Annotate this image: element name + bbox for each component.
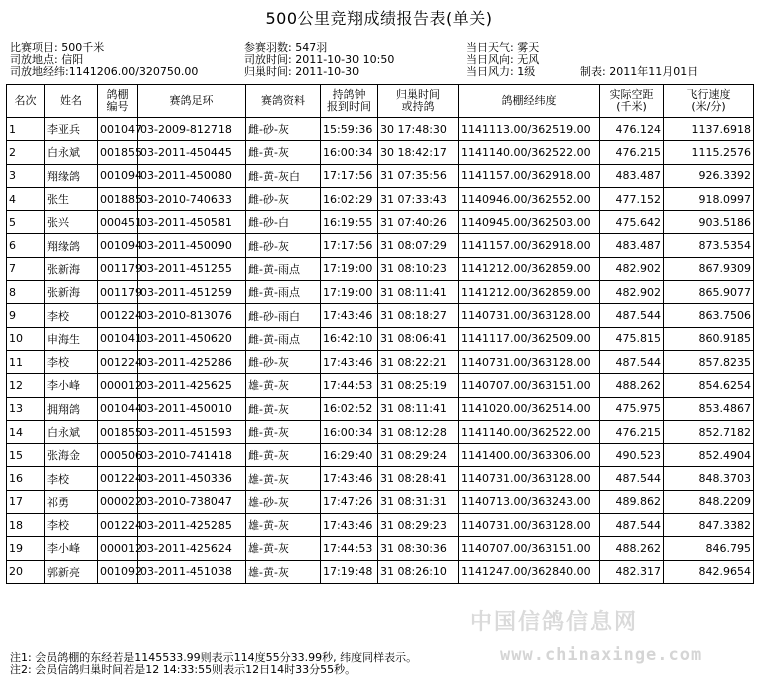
header-info: 赛鸽资料 [246, 85, 321, 118]
cell-rank: 1 [7, 118, 45, 141]
cell-loft: 001224 [98, 467, 138, 490]
cell-speed: 873.5354 [664, 234, 754, 257]
cell-clock: 16:19:55 [321, 211, 378, 234]
cell-coords: 1141117.00/362509.00 [459, 327, 600, 350]
cell-ring: 03-2010-813076 [138, 304, 246, 327]
cell-speed: 854.6254 [664, 374, 754, 397]
cell-ring: 03-2011-425624 [138, 537, 246, 560]
cell-name: 拥翔鸽 [45, 397, 98, 420]
table-row [7, 490, 754, 513]
cell-clock: 16:02:29 [321, 187, 378, 210]
cell-ring: 03-2011-450581 [138, 211, 246, 234]
cell-name: 李校 [45, 304, 98, 327]
cell-name: 张兴 [45, 211, 98, 234]
meta-wind-force: 当日风力: 1级 [466, 65, 536, 78]
cell-loft: 001094 [98, 234, 138, 257]
cell-distance: 477.152 [600, 187, 664, 210]
cell-coords: 1140731.00/363128.00 [459, 514, 600, 537]
cell-clock: 17:19:00 [321, 281, 378, 304]
cell-arrival: 31 08:18:27 [378, 304, 459, 327]
cell-ring: 03-2011-450620 [138, 327, 246, 350]
cell-loft: 001179 [98, 281, 138, 304]
cell-name: 张生 [45, 187, 98, 210]
cell-clock: 17:43:46 [321, 304, 378, 327]
cell-coords: 1140707.00/363151.00 [459, 537, 600, 560]
cell-name: 李小峰 [45, 374, 98, 397]
cell-info: 雌-黄-灰白 [246, 164, 321, 187]
cell-rank: 3 [7, 164, 45, 187]
cell-coords: 1140731.00/363128.00 [459, 467, 600, 490]
cell-info: 雌-砂-灰 [246, 350, 321, 373]
cell-clock: 16:02:52 [321, 397, 378, 420]
cell-loft: 001224 [98, 350, 138, 373]
cell-name: 白永斌 [45, 141, 98, 164]
cell-rank: 19 [7, 537, 45, 560]
cell-distance: 482.902 [600, 257, 664, 280]
table-row [7, 187, 754, 210]
cell-speed: 857.8235 [664, 350, 754, 373]
table-row [7, 537, 754, 560]
cell-rank: 12 [7, 374, 45, 397]
footnotes [10, 652, 417, 676]
cell-arrival: 31 07:40:26 [378, 211, 459, 234]
cell-distance: 487.544 [600, 467, 664, 490]
meta-release-time: 司放时间: 2011-10-30 10:50 [244, 53, 395, 66]
header-loft: 鸽棚 编号 [98, 85, 138, 118]
cell-arrival: 31 08:28:41 [378, 467, 459, 490]
cell-clock: 16:42:10 [321, 327, 378, 350]
cell-arrival: 31 08:29:24 [378, 444, 459, 467]
header-coords: 鸽棚经纬度 [459, 85, 600, 118]
table-row [7, 397, 754, 420]
cell-speed: 918.0997 [664, 187, 754, 210]
cell-loft: 001094 [98, 164, 138, 187]
header-distance: 实际空距 (千米) [600, 85, 664, 118]
cell-speed: 848.2209 [664, 490, 754, 513]
cell-name: 翔缘鸽 [45, 234, 98, 257]
cell-clock: 17:17:56 [321, 164, 378, 187]
cell-info: 雄-黄-灰 [246, 514, 321, 537]
meta-release-place: 司放地点: 信阳 [10, 53, 84, 66]
cell-clock: 17:44:53 [321, 537, 378, 560]
cell-coords: 1140945.00/362503.00 [459, 211, 600, 234]
cell-distance: 490.523 [600, 444, 664, 467]
table-row [7, 467, 754, 490]
cell-rank: 10 [7, 327, 45, 350]
cell-name: 张海金 [45, 444, 98, 467]
meta-race-item: 比赛项目: 500千米 [10, 41, 105, 54]
cell-speed: 852.4904 [664, 444, 754, 467]
cell-ring: 03-2010-738047 [138, 490, 246, 513]
cell-rank: 15 [7, 444, 45, 467]
cell-arrival: 31 08:06:41 [378, 327, 459, 350]
cell-speed: 848.3703 [664, 467, 754, 490]
cell-arrival: 31 08:07:29 [378, 234, 459, 257]
cell-info: 雌-砂-灰 [246, 118, 321, 141]
cell-distance: 483.487 [600, 164, 664, 187]
cell-info: 雌-黄-雨点 [246, 281, 321, 304]
header-arrival: 归巢时间 或持鸽 [378, 85, 459, 118]
meta-column-1 [10, 42, 198, 78]
cell-speed: 846.795 [664, 537, 754, 560]
cell-coords: 1140946.00/362552.00 [459, 187, 600, 210]
cell-rank: 16 [7, 467, 45, 490]
cell-rank: 11 [7, 350, 45, 373]
cell-coords: 1141140.00/362522.00 [459, 420, 600, 443]
cell-coords: 1141400.00/363306.00 [459, 444, 600, 467]
table-row [7, 257, 754, 280]
cell-info: 雄-黄-灰 [246, 467, 321, 490]
cell-arrival: 31 08:22:21 [378, 350, 459, 373]
cell-ring: 03-2011-450445 [138, 141, 246, 164]
table-row [7, 350, 754, 373]
cell-loft: 001047 [98, 118, 138, 141]
cell-coords: 1141212.00/362859.00 [459, 281, 600, 304]
header-rank: 名次 [7, 85, 45, 118]
cell-name: 白永斌 [45, 420, 98, 443]
cell-clock: 17:43:46 [321, 467, 378, 490]
cell-ring: 03-2011-451255 [138, 257, 246, 280]
table-row [7, 141, 754, 164]
cell-distance: 487.544 [600, 304, 664, 327]
cell-arrival: 30 17:48:30 [378, 118, 459, 141]
cell-info: 雌-黄-灰 [246, 420, 321, 443]
cell-clock: 15:59:36 [321, 118, 378, 141]
cell-arrival: 31 08:11:41 [378, 281, 459, 304]
cell-rank: 9 [7, 304, 45, 327]
cell-coords: 1141020.00/362514.00 [459, 397, 600, 420]
cell-info: 雌-黄-雨点 [246, 327, 321, 350]
cell-arrival: 31 08:11:41 [378, 397, 459, 420]
cell-loft: 000506 [98, 444, 138, 467]
cell-coords: 1140713.00/363243.00 [459, 490, 600, 513]
cell-clock: 16:29:40 [321, 444, 378, 467]
cell-distance: 487.544 [600, 350, 664, 373]
cell-arrival: 31 07:33:43 [378, 187, 459, 210]
cell-ring: 03-2011-450080 [138, 164, 246, 187]
meta-column-3 [466, 42, 539, 78]
table-row [7, 420, 754, 443]
cell-info: 雌-砂-白 [246, 211, 321, 234]
cell-info: 雄-黄-灰 [246, 374, 321, 397]
cell-ring: 03-2011-450336 [138, 467, 246, 490]
cell-clock: 16:00:34 [321, 141, 378, 164]
cell-ring: 03-2011-451593 [138, 420, 246, 443]
meta-return-time: 归巢时间: 2011-10-30 [244, 65, 360, 78]
cell-rank: 20 [7, 560, 45, 583]
table-row [7, 281, 754, 304]
cell-name: 张新海 [45, 257, 98, 280]
cell-speed: 1115.2576 [664, 141, 754, 164]
table-row [7, 234, 754, 257]
cell-distance: 475.642 [600, 211, 664, 234]
footnote-1: 注1: 会员鸽棚的东经若是1145533.99则表示114度55分33.99秒, 纬度同样表示。 [10, 651, 418, 664]
cell-ring: 03-2011-450010 [138, 397, 246, 420]
header-name: 姓名 [45, 85, 98, 118]
cell-arrival: 31 08:29:23 [378, 514, 459, 537]
cell-arrival: 31 08:30:36 [378, 537, 459, 560]
meta-release-coords: 司放地经纬:1141206.00/320750.00 [10, 65, 199, 78]
cell-loft: 001855 [98, 141, 138, 164]
cell-rank: 4 [7, 187, 45, 210]
cell-rank: 14 [7, 420, 45, 443]
table-row [7, 444, 754, 467]
cell-coords: 1140731.00/363128.00 [459, 304, 600, 327]
cell-ring: 03-2009-812718 [138, 118, 246, 141]
cell-coords: 1141113.00/362519.00 [459, 118, 600, 141]
cell-arrival: 31 08:25:19 [378, 374, 459, 397]
cell-info: 雌-黄-灰 [246, 141, 321, 164]
cell-clock: 17:19:00 [321, 257, 378, 280]
cell-name: 李校 [45, 467, 98, 490]
cell-info: 雄-砂-灰 [246, 490, 321, 513]
cell-loft: 000012 [98, 374, 138, 397]
cell-speed: 860.9185 [664, 327, 754, 350]
meta-weather: 当日天气: 雾天 [466, 41, 540, 54]
cell-coords: 1141157.00/362918.00 [459, 164, 600, 187]
cell-ring: 03-2010-740633 [138, 187, 246, 210]
cell-info: 雌-黄-灰 [246, 397, 321, 420]
table-header-row [7, 85, 754, 118]
cell-rank: 7 [7, 257, 45, 280]
cell-speed: 842.9654 [664, 560, 754, 583]
cell-coords: 1141157.00/362918.00 [459, 234, 600, 257]
meta-made-date: 制表: 2011年11月01日 [580, 65, 699, 78]
cell-clock: 17:47:26 [321, 490, 378, 513]
cell-name: 郭新亮 [45, 560, 98, 583]
table-row [7, 374, 754, 397]
cell-clock: 17:43:46 [321, 514, 378, 537]
cell-speed: 852.7182 [664, 420, 754, 443]
cell-name: 申海生 [45, 327, 98, 350]
watermark-url: www.chinaxinge.com [500, 645, 703, 665]
cell-distance: 476.215 [600, 141, 664, 164]
header-ring: 赛鸽足环 [138, 85, 246, 118]
cell-ring: 03-2011-425625 [138, 374, 246, 397]
meta-entry-count: 参赛羽数: 547羽 [244, 41, 328, 54]
cell-clock: 17:17:56 [321, 234, 378, 257]
cell-loft: 001855 [98, 420, 138, 443]
cell-info: 雌-黄-灰 [246, 444, 321, 467]
cell-rank: 18 [7, 514, 45, 537]
cell-ring: 03-2011-451259 [138, 281, 246, 304]
cell-rank: 13 [7, 397, 45, 420]
cell-ring: 03-2011-450090 [138, 234, 246, 257]
header-clock: 持鸽钟 报到时间 [321, 85, 378, 118]
cell-speed: 1137.6918 [664, 118, 754, 141]
cell-loft: 000012 [98, 537, 138, 560]
cell-arrival: 31 08:31:31 [378, 490, 459, 513]
cell-info: 雄-黄-灰 [246, 537, 321, 560]
cell-coords: 1140707.00/363151.00 [459, 374, 600, 397]
table-row [7, 560, 754, 583]
cell-info: 雌-砂-雨白 [246, 304, 321, 327]
cell-info: 雌-砂-灰 [246, 187, 321, 210]
cell-rank: 17 [7, 490, 45, 513]
header-speed: 飞行速度 (米/分) [664, 85, 754, 118]
cell-rank: 8 [7, 281, 45, 304]
cell-coords: 1141212.00/362859.00 [459, 257, 600, 280]
cell-coords: 1141247.00/362840.00 [459, 560, 600, 583]
cell-distance: 476.215 [600, 420, 664, 443]
footnote-2: 注2: 会员信鸽归巢时间若是12 14:33:55则表示12日14时33分55秒。 [10, 663, 357, 676]
cell-speed: 863.7506 [664, 304, 754, 327]
cell-distance: 482.902 [600, 281, 664, 304]
cell-speed: 853.4867 [664, 397, 754, 420]
cell-distance: 483.487 [600, 234, 664, 257]
cell-loft: 001092 [98, 560, 138, 583]
cell-distance: 489.862 [600, 490, 664, 513]
cell-loft: 001224 [98, 304, 138, 327]
cell-name: 李校 [45, 350, 98, 373]
table-row [7, 514, 754, 537]
cell-arrival: 31 07:35:56 [378, 164, 459, 187]
cell-rank: 2 [7, 141, 45, 164]
cell-loft: 001179 [98, 257, 138, 280]
table-row [7, 304, 754, 327]
cell-distance: 482.317 [600, 560, 664, 583]
table-row [7, 327, 754, 350]
meta-column-2 [244, 42, 394, 78]
cell-loft: 001044 [98, 397, 138, 420]
cell-distance: 475.815 [600, 327, 664, 350]
cell-info: 雌-砂-灰 [246, 234, 321, 257]
cell-loft: 001041 [98, 327, 138, 350]
cell-name: 张新海 [45, 281, 98, 304]
cell-arrival: 30 18:42:17 [378, 141, 459, 164]
cell-speed: 867.9309 [664, 257, 754, 280]
cell-ring: 03-2011-425285 [138, 514, 246, 537]
cell-info: 雄-黄-灰 [246, 560, 321, 583]
cell-clock: 16:00:34 [321, 420, 378, 443]
cell-speed: 903.5186 [664, 211, 754, 234]
results-table [6, 84, 754, 584]
cell-ring: 03-2010-741418 [138, 444, 246, 467]
cell-distance: 487.544 [600, 514, 664, 537]
cell-name: 翔缘鸽 [45, 164, 98, 187]
cell-clock: 17:44:53 [321, 374, 378, 397]
cell-info: 雌-黄-雨点 [246, 257, 321, 280]
cell-name: 李校 [45, 514, 98, 537]
cell-arrival: 31 08:12:28 [378, 420, 459, 443]
cell-clock: 17:43:46 [321, 350, 378, 373]
cell-distance: 476.124 [600, 118, 664, 141]
watermark-text: 中国信鸽信息网 [470, 610, 639, 635]
cell-coords: 1140731.00/363128.00 [459, 350, 600, 373]
cell-rank: 5 [7, 211, 45, 234]
table-row [7, 118, 754, 141]
cell-speed: 847.3382 [664, 514, 754, 537]
cell-name: 李亚兵 [45, 118, 98, 141]
cell-loft: 001885 [98, 187, 138, 210]
cell-loft: 000451 [98, 211, 138, 234]
cell-ring: 03-2011-451038 [138, 560, 246, 583]
cell-loft: 000022 [98, 490, 138, 513]
cell-speed: 865.9077 [664, 281, 754, 304]
cell-ring: 03-2011-425286 [138, 350, 246, 373]
cell-distance: 488.262 [600, 374, 664, 397]
cell-distance: 475.975 [600, 397, 664, 420]
cell-speed: 926.3392 [664, 164, 754, 187]
report-title: 500公里竞翔成绩报告表(单关) [265, 9, 493, 28]
cell-coords: 1141140.00/362522.00 [459, 141, 600, 164]
cell-name: 祁勇 [45, 490, 98, 513]
cell-arrival: 31 08:10:23 [378, 257, 459, 280]
meta-wind-direction: 当日风向: 无风 [466, 53, 540, 66]
cell-loft: 001224 [98, 514, 138, 537]
cell-clock: 17:19:48 [321, 560, 378, 583]
table-row [7, 211, 754, 234]
table-row [7, 164, 754, 187]
cell-arrival: 31 08:26:10 [378, 560, 459, 583]
cell-distance: 488.262 [600, 537, 664, 560]
cell-rank: 6 [7, 234, 45, 257]
cell-name: 李小峰 [45, 537, 98, 560]
